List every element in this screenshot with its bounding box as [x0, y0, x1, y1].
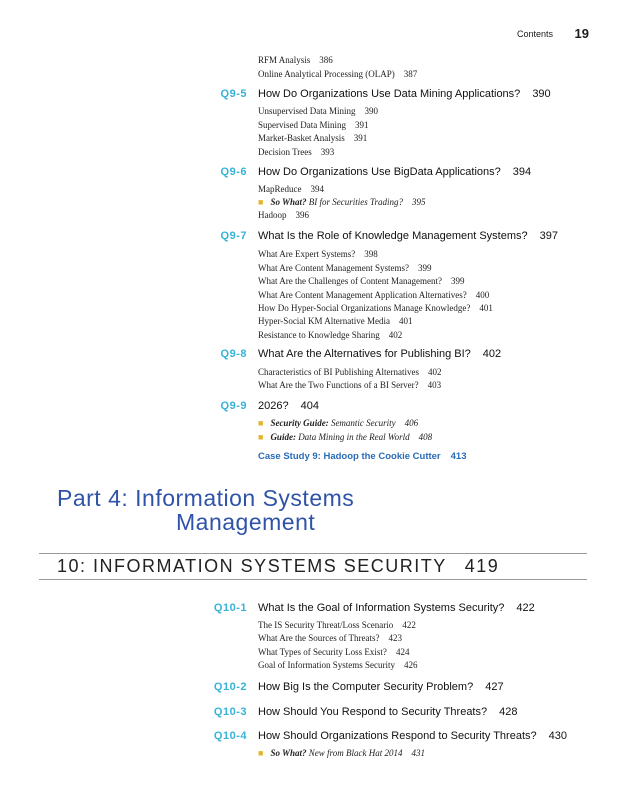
bullet-icon: ■ — [258, 748, 264, 758]
toc-entry[interactable]: What Are Content Management Systems? 399 — [258, 263, 432, 273]
page-number: 19 — [574, 26, 589, 41]
running-header-section: Contents — [516, 29, 553, 39]
question-number: Q10-4 — [213, 730, 247, 742]
toc-entry[interactable]: What Are Content Management Application Alternatives? 400 — [258, 290, 490, 300]
question-number: Q9-9 — [220, 400, 247, 412]
question-number: Q9-5 — [220, 88, 247, 100]
toc-entry[interactable]: What Are Expert Systems? 398 — [258, 249, 378, 259]
bullet-icon: ■ — [258, 197, 264, 207]
question-number: Q10-2 — [213, 681, 247, 693]
toc-entry[interactable]: What Are the Challenges of Content Management? 399 — [258, 276, 465, 286]
bullet-icon: ■ — [258, 418, 264, 428]
toc-entry[interactable]: Decision Trees 393 — [258, 147, 335, 157]
question-number: Q9-8 — [220, 348, 247, 360]
feature-bullet[interactable]: ■ Security Guide: Semantic Security 406 — [258, 418, 419, 428]
toc-entry[interactable]: How Do Hyper-Social Organizations Manage Knowledge? 401 — [258, 303, 493, 313]
bullet-icon: ■ — [258, 432, 264, 442]
question-number: Q9-7 — [220, 230, 247, 242]
toc-entry[interactable]: Supervised Data Mining 391 — [258, 120, 369, 130]
question-heading[interactable]: How Big Is the Computer Security Problem? 427 — [258, 681, 504, 693]
toc-entry[interactable]: Goal of Information Systems Security 426 — [258, 660, 418, 670]
question-heading[interactable]: How Do Organizations Use BigData Applications? 394 — [258, 166, 532, 178]
toc-entry[interactable]: MapReduce 394 — [258, 184, 324, 194]
toc-entry[interactable]: RFM Analysis 386 — [258, 55, 333, 65]
feature-bullet[interactable]: ■ So What? BI for Securities Trading? 395 — [258, 197, 426, 207]
toc-entry[interactable]: Characteristics of BI Publishing Alternatives 402 — [258, 367, 442, 377]
question-number: Q10-3 — [213, 706, 247, 718]
toc-entry[interactable]: The IS Security Threat/Loss Scenario 422 — [258, 620, 416, 630]
toc-entry[interactable]: Hyper-Social KM Alternative Media 401 — [258, 316, 413, 326]
question-heading[interactable]: What Are the Alternatives for Publishing BI? 402 — [258, 348, 502, 360]
toc-entry[interactable]: Online Analytical Processing (OLAP) 387 — [258, 69, 418, 79]
toc-entry[interactable]: Resistance to Knowledge Sharing 402 — [258, 330, 403, 340]
question-number: Q9-6 — [220, 166, 247, 178]
toc-entry[interactable]: What Are the Two Functions of a BI Server? 403 — [258, 380, 442, 390]
feature-bullet[interactable]: ■ So What? New from Black Hat 2014 431 — [258, 748, 425, 758]
question-heading[interactable]: 2026? 404 — [258, 400, 319, 412]
question-heading[interactable]: What Is the Goal of Information Systems Security? 422 — [258, 602, 535, 614]
question-heading[interactable]: How Should Organizations Respond to Security Threats? 430 — [258, 730, 567, 742]
toc-entry[interactable]: Market-Basket Analysis 391 — [258, 133, 368, 143]
question-heading[interactable]: How Should You Respond to Security Threats? 428 — [258, 706, 518, 718]
chapter-rule-bottom — [39, 579, 587, 580]
chapter-rule-top — [39, 553, 587, 554]
toc-entry[interactable]: What Types of Security Loss Exist? 424 — [258, 647, 410, 657]
part-heading-continued: Management — [176, 509, 316, 535]
question-heading[interactable]: What Is the Role of Knowledge Management Systems? 397 — [258, 230, 558, 242]
toc-entry[interactable]: Hadoop 396 — [258, 210, 309, 220]
question-number: Q10-1 — [213, 602, 247, 614]
part-heading: Part 4: Information Systems — [57, 485, 355, 511]
feature-bullet[interactable]: ■ Guide: Data Mining in the Real World 408 — [258, 432, 433, 442]
toc-entry[interactable]: What Are the Sources of Threats? 423 — [258, 633, 403, 643]
chapter-heading[interactable]: 10: INFORMATION SYSTEMS SECURITY 419 — [57, 556, 500, 576]
toc-entry[interactable]: Unsupervised Data Mining 390 — [258, 106, 378, 116]
question-heading[interactable]: How Do Organizations Use Data Mining Applications? 390 — [258, 88, 551, 100]
case-study-entry[interactable]: Case Study 9: Hadoop the Cookie Cutter 413 — [258, 451, 467, 462]
